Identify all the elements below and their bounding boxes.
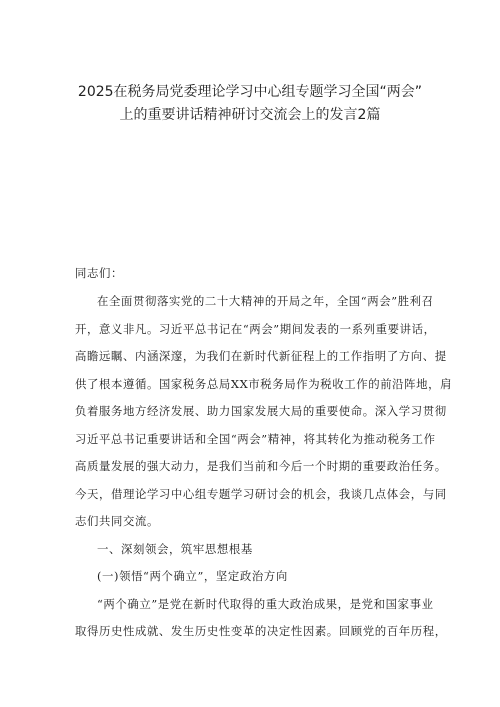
body-line: 在全面贯彻落实党的二十大精神的开局之年，全国“两会”胜利召 xyxy=(97,294,434,308)
salutation: 同志们： xyxy=(75,266,123,280)
body-line: 今天，借理论学习中心组专题学习研讨会的机会，我谈几点体会，与同 xyxy=(75,487,447,501)
body-line: 习近平总书记重要讲话和全国“两会”精神，将其转化为推动税务工作 xyxy=(75,432,436,446)
document-title-line-1: 2025在税务局党委理论学习中心组专题学习全国“两会” xyxy=(77,84,423,100)
section-heading-1: 一、深刻领会，筑牢思想根基 xyxy=(97,542,253,556)
body-line: 供了根本遵循。国家税务总局XX市税务局作为税收工作的前沿阵地，肩 xyxy=(75,377,453,391)
body-line: “两个确立”是党在新时代取得的重大政治成果，是党和国家事业 xyxy=(97,597,434,611)
body-line: 负着服务地方经济发展、助力国家发展大局的重要使命。深入学习贯彻 xyxy=(75,404,447,418)
document-title-line-2: 上的重要讲话精神研讨交流会上的发言2篇 xyxy=(119,107,381,123)
section-heading-1-1: (一)领悟“两个确立”，坚定政治方向 xyxy=(97,569,288,583)
body-line: 取得历史性成就、发生历史性变革的决定性因素。回顾党的百年历程， xyxy=(75,624,447,638)
body-line: 志们共同交流。 xyxy=(75,514,159,528)
body-line: 高质量发展的强大动力，是我们当前和今后一个时期的重要政治任务。 xyxy=(75,459,447,473)
body-line: 高瞻远瞩、内涵深邃，为我们在新时代新征程上的工作指明了方向、提 xyxy=(75,349,447,363)
body-line: 开，意义非凡。习近平总书记在“两会”期间发表的一系列重要讲话， xyxy=(75,322,436,336)
